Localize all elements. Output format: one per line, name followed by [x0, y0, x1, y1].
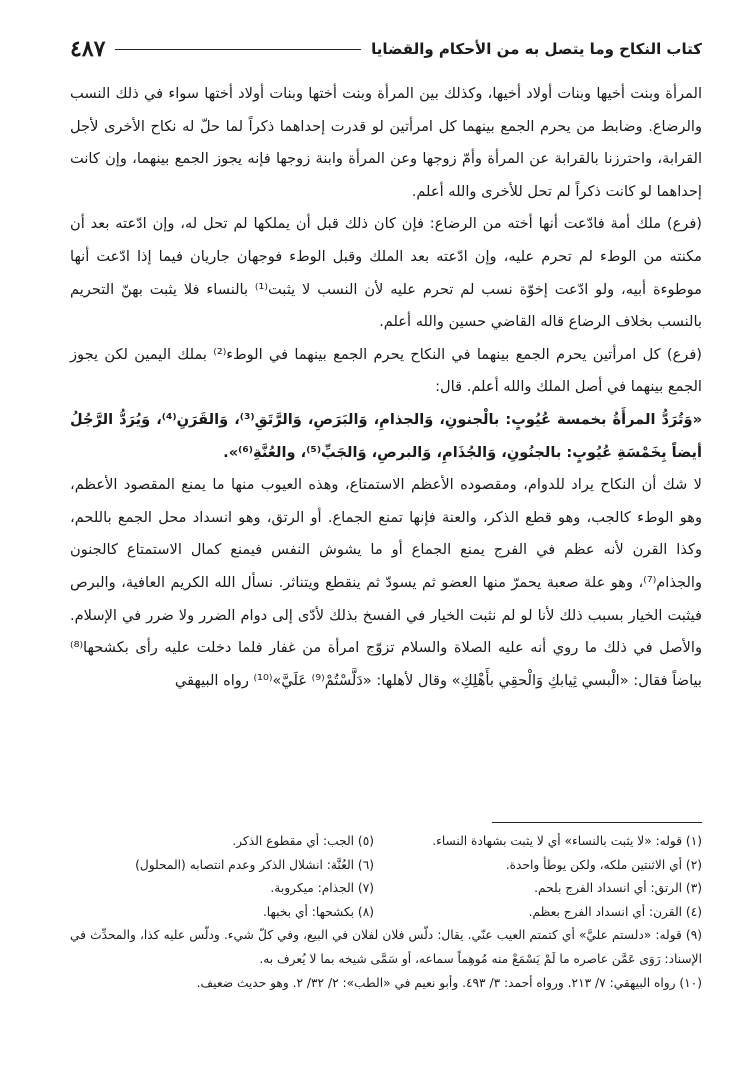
footnote-2: (٢) أي الاثنتين ملكه، ولكن يوطأ واحدة. — [505, 857, 702, 872]
footnote-grid — [70, 830, 702, 924]
matn-quote: «وَتُرَدُّ المرأَةُ بخمسة عُيُوبٍ: بالْجنونِ، وَالجذامِ، وَالبَرَصِ، وَالرَّتَقِ⁽³⁾، وَالقَرَنِ⁽⁴⁾، وَيُرَدُّ الرَّجُلُ أيضاً بِخَمْسَةِ عُيُوبٍ: بالجنُونِ، وَالجُذَامِ، وَالبرصِ، وَالجَبِّ⁽⁵⁾، والعُنَّةِ⁽⁶⁾». — [70, 410, 702, 461]
paragraph-1: المرأة وبنت أخيها وبنات أولاد أخيها، وكذلك بين المرأة وبنت أختها وبنات أولاد أختها سواء في ذلك النسب والرضاع. وضابط من يحرم الجمع بينهما كل امرأتين لو قدرت إحداهما ذكراً لما حلّ له نكاح الأخرى لأجل القرابة، واحترزنا بالقرابة عن المرأة وأمّ زوجها وعن المرأة وابنة زوجها فإنه يجوز الجمع بينهما، وإن كانت إحداهما لو كانت ذكراً لم تحل للأخرى والله أعلم. — [70, 85, 702, 200]
footnote-divider — [492, 822, 702, 823]
paragraph-3: (فرع) كل امرأتين يحرم الجمع بينهما في النكاح يحرم الجمع بينهما في الوطء⁽²⁾ بملك اليمين لكن يجوز الجمع بينهما في أصل الملك والله أعلم. قال: — [70, 345, 702, 396]
footnotes — [70, 830, 702, 995]
footnote-3: (٣) الرتق: أي انسداد الفرج بلحم. — [534, 881, 702, 896]
footnote-8: (٨) بكشحها: أي بخبها. — [262, 904, 374, 919]
footnote-5: (٥) الجب: أي مقطوع الذكر. — [232, 834, 374, 848]
paragraph-4: لا شك أن النكاح يراد للدوام، ومقصوده الأعظم الاستمتاع، وهذه العيوب منها ما يمنع المقصود الأعظم، وهو الوطء كالجب، وهو قطع الذكر، والعنة فإنها تمنع الجماع. أو الرتق، وهو انسداد محل الجمع باللحم، وكذا القرن لأنه عظم في الفرج يمنع الجماع أو ما يشوش النفس فيمنع كمال الاستمتاع كالجنون والجذام⁽⁷⁾، وهو علة صعبة يحمرّ منها العضو ثم يسودّ ثم ينقطع ويتناثر. نسأل الله الكريم العافية، والبرص فيثبت الخيار بسبب ذلك لأنا لو لم نثبت الخيار في الفسخ بذلك لأدّى إلى دوام الضرر ولا ضرر في الإسلام. والأصل في ذلك ما روي أنه عليه الصلاة والسلام تزوّج امرأة من غفار فلما دخلت عليه رأى بكشحها⁽⁸⁾ بياضاً فقال: «الْبسي ثِيابكِ وَالْحقِي بأَهْلِكِ» وقال لأهلها: «دَلَّسْتُمْ⁽⁹⁾ عَلَيَّ»⁽¹⁰⁾ رواه البيهقي — [70, 476, 702, 689]
footnote-4: (٤) القرن: أي انسداد الفرج بعظم. — [528, 904, 702, 919]
page-number: ٤٨٧ — [70, 36, 106, 62]
footnote-1: (١) قوله: «لا يثبت بالنساء» أي لا يثبت بشهادة النساء. — [432, 834, 702, 848]
main-text — [70, 78, 702, 697]
footnote-7: (٧) الجذام: ميكروبة. — [270, 881, 374, 896]
chapter-title: كتاب النكاح وما يتصل به من الأحكام والقضايا — [371, 40, 702, 58]
footnote-10: (١٠) رواه البيهقي: ٧/ ٢١٣. ورواه أحمد: ٣/ ٤٩٣. وأبو نعيم في «الطب»: ٢/ ٣٢/ ٢. وهو حديث ضعيف. — [196, 975, 702, 990]
footnote-9: (٩) قوله: «دلستم عليَّ» أي كتمتم العيب عنّي. يقال: دلّس فلان لفلان في البيع، وفي كلّ شيء. ودلّس عليه كذا، والمحدِّث في الإسناد: رَوَى عَمَّن عاصره ما لَمْ يَسْمَعْ منه مُوهِماً سماعه، أو سَمَّى شيخه بما لا يُعرف به. — [70, 928, 702, 966]
header-rule — [115, 49, 361, 50]
paragraph-2: (فرع) ملك أمة فادّعت أنها أخته من الرضاع: فإن كان ذلك قبل أن يملكها لم تحل له، وإن ادّعته بعد أن مكنته من الوطء لم تحرم عليه، وإن ادّعته بعد الملك وقبل الوطء فوجهان جاريان فيما إذا ادّعت أنها موطوءة أبيه، ولو ادّعت إخوّة نسب لم تحرم عليه لأن النسب لا يثبت⁽¹⁾ بالنساء فلا يثبت بهنّ التحريم بالنسب بخلاف الرضاع قاله القاضي حسين والله أعلم. — [70, 215, 702, 331]
running-header — [70, 34, 702, 64]
footnote-6: (٦) العُنَّة: انشلال الذكر وعدم انتصابه (المحلول) — [135, 857, 374, 872]
